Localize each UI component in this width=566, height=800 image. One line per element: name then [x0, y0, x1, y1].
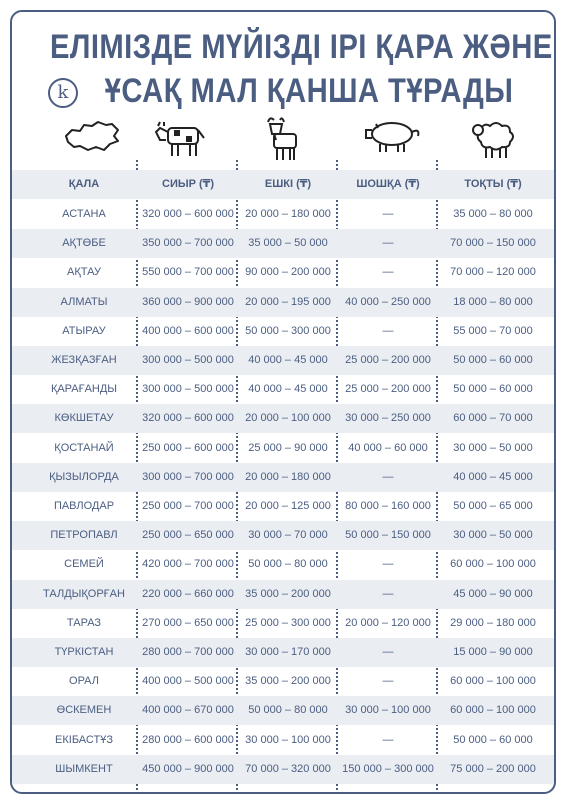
table-row [12, 550, 554, 579]
table-header-row [12, 170, 554, 199]
goat-price-cell: 30 000 – 170 000 [245, 646, 331, 658]
cow-price-cell: 400 000 – 600 000 [142, 324, 234, 337]
animal-icons-row [12, 116, 554, 172]
page-title-line-2: ҰСАҚ МАЛ ҚАНША ТҰРАДЫ [104, 72, 514, 110]
goat-price-cell: 35 000 – 200 000 [245, 675, 331, 688]
cow-price-cell: 270 000 – 650 000 [142, 616, 234, 629]
goat-price-cell: 30 000 – 70 000 [248, 529, 328, 542]
table-row [12, 463, 554, 492]
cow-price-cell: 320 000 – 600 000 [142, 412, 234, 425]
cow-price-cell: 250 000 – 700 000 [142, 500, 234, 512]
cow-price-cell: 250 000 – 600 000 [142, 441, 234, 454]
goat-price-cell: 25 000 – 90 000 [248, 441, 328, 454]
table-row [12, 696, 554, 725]
goat-price-cell: 35 000 – 50 000 [248, 237, 328, 250]
sheep-price-cell: 40 000 – 45 000 [453, 470, 533, 483]
header-cow: СИЫР (₸) [162, 178, 214, 190]
goat-price-cell: 90 000 – 200 000 [245, 266, 331, 279]
sheep-price-cell: 55 000 – 70 000 [453, 324, 533, 337]
goat-price-cell: 50 000 – 300 000 [245, 324, 331, 337]
city-cell: ЕКІБАСТҰЗ [55, 733, 113, 746]
pig-price-cell: — [382, 237, 394, 250]
sheep-price-cell: 50 000 – 60 000 [453, 354, 533, 366]
pig-price-cell: — [382, 558, 394, 571]
header-sheep: ТОҚТЫ (₸) [464, 178, 522, 190]
pig-price-cell: — [382, 733, 394, 746]
pig-price-cell: 25 000 – 200 000 [345, 354, 431, 366]
pig-price-cell: — [382, 587, 394, 600]
header-goat: ЕШКІ (₸) [264, 178, 312, 190]
city-cell: ШЫМКЕНТ [55, 762, 113, 775]
goat-price-cell: 40 000 – 45 000 [248, 354, 328, 366]
cow-price-cell: 220 000 – 660 000 [142, 587, 234, 600]
pig-price-cell: — [382, 266, 394, 279]
table-row [12, 200, 554, 229]
table-row [12, 667, 554, 696]
city-cell: ПЕТРОПАВЛ [50, 529, 118, 542]
city-cell: ТАЛДЫҚОРҒАН [43, 587, 125, 600]
city-cell: СЕМЕЙ [64, 558, 104, 571]
table-row [12, 288, 554, 317]
table-row [12, 755, 554, 784]
cow-price-cell: 280 000 – 700 000 [142, 646, 234, 658]
cow-price-cell: 350 000 – 700 000 [142, 237, 234, 250]
pig-price-cell: — [382, 646, 394, 658]
goat-price-cell: 20 000 – 100 000 [245, 412, 331, 425]
cow-price-cell: 420 000 – 700 000 [142, 558, 234, 571]
table-row [12, 317, 554, 346]
table-row [12, 492, 554, 521]
sheep-price-cell: 60 000 – 100 000 [450, 558, 536, 571]
city-cell: АТЫРАУ [62, 324, 106, 337]
city-cell: ОРАЛ [69, 675, 99, 688]
page-title-line-1: ЕЛІМІЗДЕ МҮЙІЗДІ ІРІ ҚАРА ЖӘНЕ [49, 28, 553, 66]
logo-icon: k [48, 78, 78, 108]
pig-price-cell: — [382, 324, 394, 337]
sheep-price-cell: 75 000 – 200 000 [450, 762, 536, 775]
pig-price-cell: 25 000 – 200 000 [345, 383, 431, 396]
sheep-price-cell: 60 000 – 100 000 [450, 704, 536, 717]
pig-price-cell: — [382, 470, 394, 483]
pig-price-cell: 30 000 – 100 000 [345, 704, 431, 717]
goat-price-cell: 70 000 – 320 000 [245, 762, 331, 775]
pig-price-cell: 40 000 – 60 000 [348, 441, 428, 454]
goat-price-cell: 35 000 – 200 000 [245, 587, 331, 600]
goat-price-cell: 20 000 – 180 000 [245, 470, 331, 483]
goat-price-cell: 25 000 – 300 000 [245, 616, 331, 629]
sheep-price-cell: 30 000 – 50 000 [453, 441, 533, 454]
table-row [12, 229, 554, 258]
cow-price-cell: 250 000 – 650 000 [142, 529, 234, 542]
table-row [12, 521, 554, 550]
goat-price-cell: 20 000 – 125 000 [245, 500, 331, 512]
city-cell: АҚТӨБЕ [62, 237, 106, 250]
sheep-price-cell: 60 000 – 100 000 [450, 675, 536, 688]
table-row [12, 609, 554, 638]
cow-price-cell: 300 000 – 700 000 [142, 470, 234, 483]
sheep-price-cell: 70 000 – 150 000 [450, 237, 536, 250]
goat-price-cell: 40 000 – 45 000 [248, 383, 328, 396]
city-cell: ҚЫЗЫЛОРДА [49, 470, 119, 483]
city-cell: АҚТАУ [67, 266, 101, 279]
goat-price-cell: 20 000 – 180 000 [245, 208, 331, 220]
pig-price-cell: 30 000 – 250 000 [345, 412, 431, 425]
table-row [12, 258, 554, 287]
sheep-price-cell: 29 000 – 180 000 [450, 616, 536, 629]
sheep-price-cell: 45 000 – 90 000 [453, 587, 533, 600]
cow-icon [154, 116, 208, 168]
cow-price-cell: 300 000 – 500 000 [142, 383, 234, 396]
cow-price-cell: 300 000 – 500 000 [142, 354, 234, 366]
pig-icon [364, 116, 424, 168]
city-cell: ТҮРКІСТАН [54, 646, 114, 658]
sheep-price-cell: 50 000 – 65 000 [453, 500, 533, 512]
sheep-price-cell: 70 000 – 120 000 [450, 266, 536, 279]
cow-price-cell: 360 000 – 900 000 [142, 295, 234, 308]
goat-price-cell: 50 000 – 80 000 [248, 704, 328, 717]
cow-price-cell: 400 000 – 500 000 [142, 675, 234, 688]
table-row [12, 346, 554, 375]
goat-price-cell: 20 000 – 195 000 [245, 295, 331, 308]
city-cell: ҚОСТАНАЙ [54, 441, 114, 454]
pig-price-cell: 50 000 – 150 000 [345, 529, 431, 542]
sheep-price-cell: 60 000 – 70 000 [453, 412, 533, 425]
table-row [12, 638, 554, 667]
table-row [12, 726, 554, 755]
pig-price-cell: 20 000 – 120 000 [345, 616, 431, 629]
pig-price-cell: — [382, 675, 394, 688]
table-row [12, 434, 554, 463]
city-cell: КӨКШЕТАУ [54, 412, 114, 425]
sheep-price-cell: 35 000 – 80 000 [453, 208, 533, 220]
table-row [12, 375, 554, 404]
table-row [12, 404, 554, 433]
header-pig: ШОШҚА (₸) [356, 178, 420, 190]
pig-price-cell: — [382, 208, 394, 220]
pig-price-cell: 80 000 – 160 000 [345, 500, 431, 512]
pig-price-cell: 150 000 – 300 000 [342, 762, 434, 775]
city-cell: АСТАНА [62, 208, 106, 220]
sheep-price-cell: 30 000 – 50 000 [453, 529, 533, 542]
sheep-price-cell: 50 000 – 60 000 [453, 733, 533, 746]
sheep-price-cell: 50 000 – 60 000 [453, 383, 533, 396]
cow-price-cell: 550 000 – 700 000 [142, 266, 234, 279]
header-city: ҚАЛА [68, 178, 100, 190]
cow-price-cell: 400 000 – 670 000 [142, 704, 234, 717]
city-cell: ӨСКЕМЕН [56, 704, 112, 717]
sheep-price-cell: 15 000 – 90 000 [453, 646, 533, 658]
city-cell: АЛМАТЫ [60, 295, 108, 308]
city-cell: ҚАРАҒАНДЫ [50, 383, 118, 396]
kazakhstan-map-icon [62, 116, 122, 168]
cow-price-cell: 280 000 – 600 000 [142, 733, 234, 746]
city-cell: ТАРАЗ [66, 616, 102, 629]
sheep-price-cell: 18 000 – 80 000 [453, 295, 533, 308]
cow-price-cell: 320 000 – 600 000 [142, 208, 234, 220]
table-row [12, 580, 554, 609]
goat-icon [264, 116, 304, 168]
city-cell: ПАВЛОДАР [53, 500, 115, 512]
goat-price-cell: 50 000 – 80 000 [248, 558, 328, 571]
goat-price-cell: 30 000 – 100 000 [245, 733, 331, 746]
infographic-frame [10, 10, 556, 794]
cow-price-cell: 450 000 – 900 000 [142, 762, 234, 775]
pig-price-cell: 40 000 – 250 000 [345, 295, 431, 308]
city-cell: ЖЕЗҚАЗҒАН [51, 354, 117, 366]
sheep-icon [468, 116, 516, 168]
